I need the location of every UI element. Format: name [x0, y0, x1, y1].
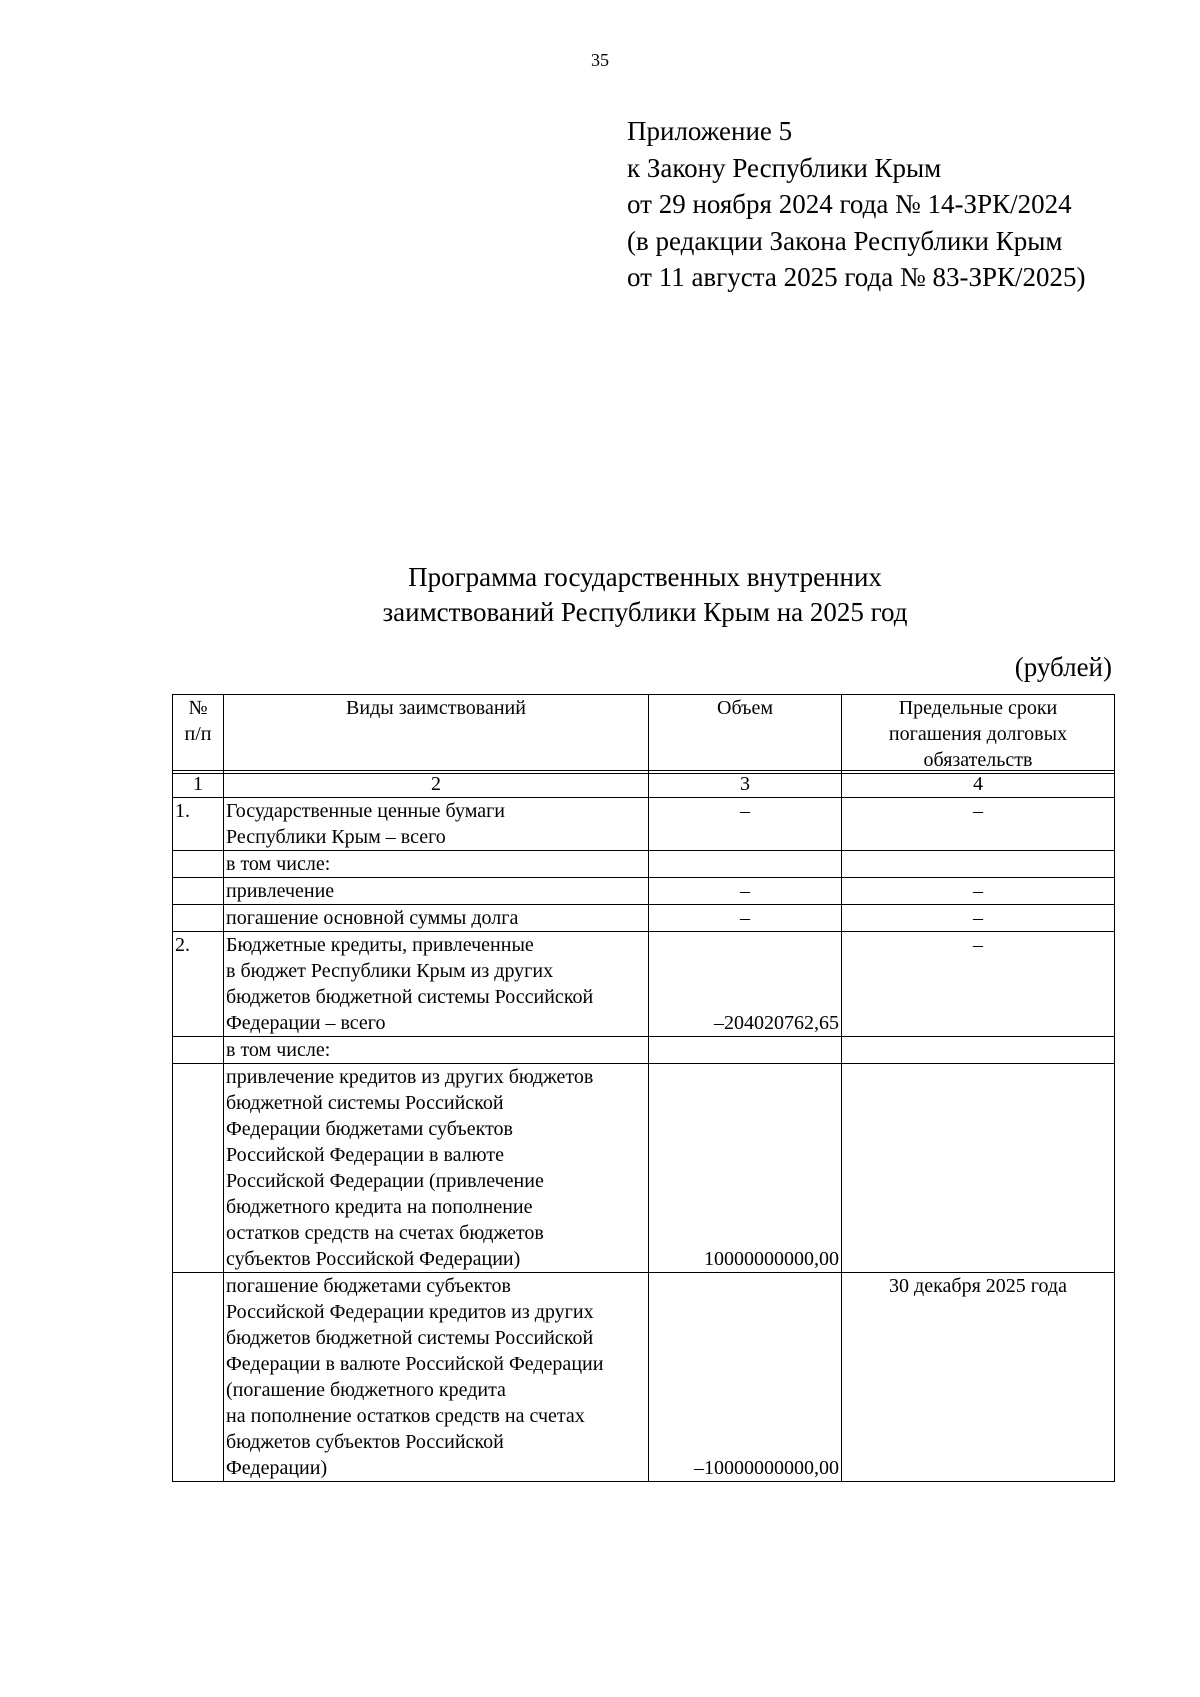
unit-label: (рублей)	[1014, 652, 1112, 682]
row-label: привлечение кредитов из других бюджетов бюджетной системы Российской Федерации бюджетами субъектов Российской Федерации в валюте Российской Федерации (привлечение бюджетного кредита на пополнение остатков средств на счетах бюджетов субъектов Российской Федерации)	[224, 1064, 649, 1273]
title-line: заимствований Республики Крым на 2025 год	[382, 597, 908, 627]
row-num	[173, 905, 224, 932]
row-label: Государственные ценные бумаги Республики Крым – всего	[224, 798, 649, 851]
row-volume: –	[649, 905, 842, 932]
appendix-line: Приложение 5	[627, 116, 793, 146]
row-deadline	[842, 1037, 1115, 1064]
row-deadline	[842, 851, 1115, 878]
page-number: 35	[591, 50, 609, 70]
row-volume: –	[649, 878, 842, 905]
row-num: 2.	[173, 932, 224, 1037]
column-number: 4	[842, 771, 1115, 798]
appendix-line: от 11 августа 2025 года № 83-ЗРК/2025)	[627, 262, 1086, 292]
row-volume: –204020762,65	[649, 932, 842, 1037]
table-row	[173, 1273, 1115, 1482]
table-row	[173, 798, 1115, 851]
row-num	[173, 851, 224, 878]
row-label: Бюджетные кредиты, привлеченные в бюджет Республики Крым из других бюджетов бюджетной системы Российской Федерации – всего	[224, 932, 649, 1037]
column-number-row	[173, 771, 1115, 798]
header-num: № п/п	[173, 695, 224, 774]
header-volume: Объем	[649, 695, 842, 774]
column-number: 3	[649, 771, 842, 798]
row-deadline: 30 декабря 2025 года	[842, 1273, 1115, 1482]
row-deadline: –	[842, 905, 1115, 932]
row-volume	[649, 1037, 842, 1064]
table-row	[173, 932, 1115, 1037]
row-volume	[649, 851, 842, 878]
row-label: погашение бюджетами субъектов Российской Федерации кредитов из других бюджетов бюджетной системы Российской Федерации в валюте Российской Федерации (погашение бюджетного кредита на пополнение остатков средств на счетах бюджетов субъектов Российской Федерации)	[224, 1273, 649, 1482]
appendix-line: к Закону Республики Крым	[627, 152, 942, 183]
header-type: Виды заимствований	[224, 695, 649, 774]
row-num	[173, 878, 224, 905]
row-volume: –10000000000,00	[649, 1273, 842, 1482]
row-deadline	[842, 1064, 1115, 1273]
row-num	[173, 1037, 224, 1064]
header-deadline: Предельные сроки погашения долговых обязательств	[842, 695, 1115, 774]
header-row	[173, 695, 1115, 774]
table-row	[173, 878, 1115, 905]
row-volume: 10000000000,00	[649, 1064, 842, 1273]
row-deadline: –	[842, 932, 1115, 1037]
row-num: 1.	[173, 798, 224, 851]
row-label: привлечение	[224, 878, 649, 905]
table-row	[173, 905, 1115, 932]
row-num	[173, 1064, 224, 1273]
appendix-block	[627, 113, 1086, 296]
row-deadline: –	[842, 798, 1115, 851]
column-number: 2	[224, 771, 649, 798]
appendix-line: (в редакции Закона Республики Крым	[627, 225, 1063, 256]
row-num	[173, 1273, 224, 1482]
table-row	[173, 851, 1115, 878]
table-row	[173, 1037, 1115, 1064]
title-line: Программа государственных внутренних	[408, 562, 882, 592]
table-header	[172, 694, 1115, 774]
appendix-line: от 29 ноября 2024 года № 14-ЗРК/2024	[627, 189, 1072, 219]
borrowing-table	[172, 770, 1115, 1482]
document-title	[0, 560, 1200, 630]
row-label: в том числе:	[224, 1037, 649, 1064]
row-volume: –	[649, 798, 842, 851]
row-label: погашение основной суммы долга	[224, 905, 649, 932]
table-row	[173, 1064, 1115, 1273]
row-label: в том числе:	[224, 851, 649, 878]
column-number: 1	[173, 771, 224, 798]
row-deadline: –	[842, 878, 1115, 905]
